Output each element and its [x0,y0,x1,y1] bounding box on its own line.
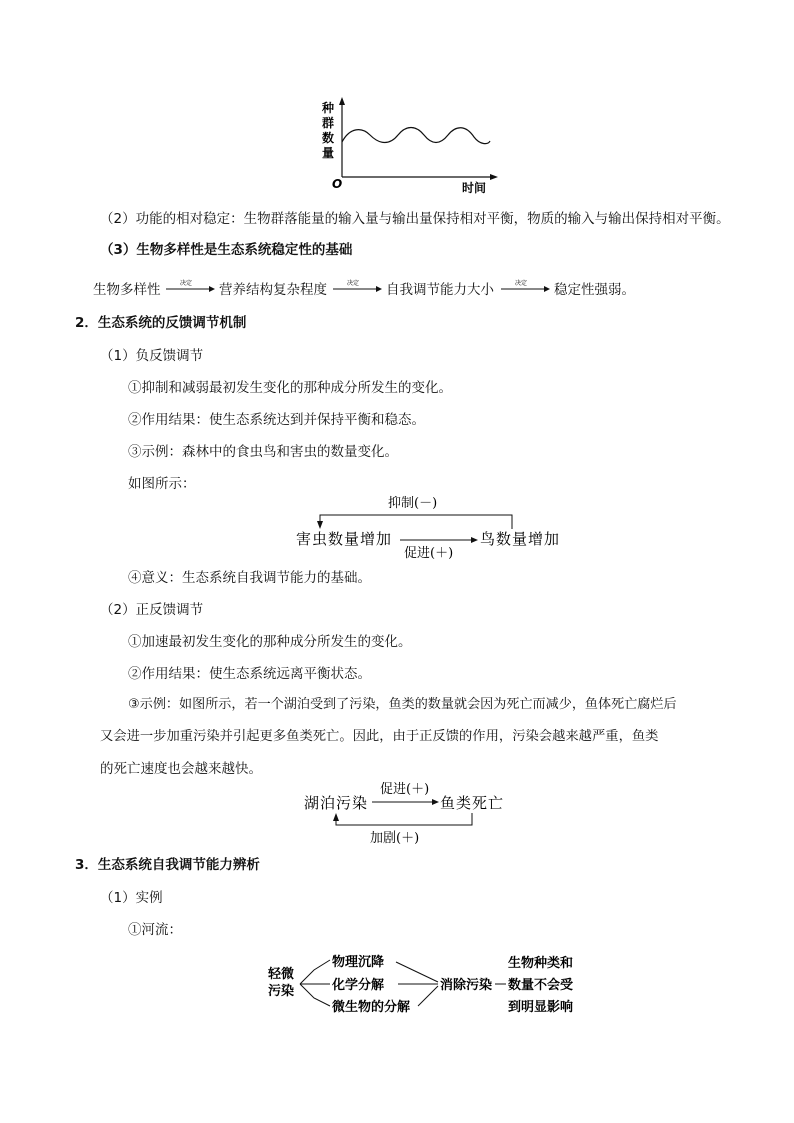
arrow-head [376,286,382,292]
neg-line-3: ③示例：森林中的食虫鸟和害虫的数量变化。 [128,444,398,460]
pos-line-1: ①加速最初发生变化的那种成分所发生的变化。 [128,634,412,650]
result-line-text: 生物种类和 [508,956,574,971]
river-label: ①河流： [128,922,182,938]
pos-para-line: ③示例：如图所示，若一个湖泊受到了污染，鱼类的数量就会因为死亡而减少，鱼体死亡腐烂后 [128,697,677,712]
section-3-heading: 3．生态系统自我调节能力辨析 [75,857,260,873]
converge-line-bottom [418,986,438,1006]
population-curve [342,128,490,144]
biodiversity-heading: （3）生物多样性是生态系统稳定性的基础 [100,242,353,258]
branch-label: 物理沉降 [332,955,385,970]
promote-arrow-head [471,537,478,543]
pos-right-node: 鱼类死亡 [440,794,505,812]
graph-ylabel [321,100,334,160]
inhibit-line [320,515,512,529]
positive-feedback-diagram [300,780,520,850]
y-axis-arrow [339,97,345,105]
pos-para-line: 的死亡速度也会越来越快。 [100,761,262,777]
branch-label: 微生物的分解 [332,1000,411,1015]
chain-item: 生物多样性 [93,282,161,298]
pos-bottom-label: 加剧(＋) [370,831,420,846]
chain-arrow [332,278,384,298]
graph-origin: O [332,177,343,191]
graph-xlabel: 时间 [462,181,487,195]
neg-bottom-label: 促进(＋) [404,546,454,561]
river-left-line: 污染 [268,984,295,999]
x-axis-arrow [490,174,498,180]
neg-top-label: 抑制(－) [388,496,438,511]
river-purification-diagram [262,950,592,1020]
negative-feedback-diagram [290,494,560,564]
converge-line-top [396,962,438,982]
arrow-head [544,286,550,292]
chain-item: 营养结构复杂程度 [219,282,327,298]
pos-left-node: 湖泊污染 [304,794,369,812]
river-left-line: 轻微 [268,967,295,982]
section-2-heading: 2．生态系统的反馈调节机制 [75,315,247,331]
section-3-subheading: （1）实例 [100,890,163,906]
chain-item: 稳定性强弱。 [554,282,635,298]
pos-line-2: ②作用结果：使生态系统远离平衡状态。 [128,666,371,682]
aggravate-line [336,813,472,825]
arrow-label: 决定 [515,280,528,287]
arrow-head [209,286,215,292]
neg-line-4: ④意义：生态系统自我调节能力的基础。 [128,570,371,586]
chain-arrow [165,278,217,298]
population-graph [310,95,500,200]
neg-left-node: 害虫数量增加 [296,530,393,548]
pos-top-label: 促进(＋) [380,782,430,797]
branch-label: 化学分解 [332,978,385,993]
river-center: 消除污染 [440,978,493,993]
result-line-text: 到明显影响 [508,1000,574,1015]
inhibit-arrow-head [317,521,323,529]
neg-line-1: ①抑制和减弱最初发生变化的那种成分所发生的变化。 [128,380,452,396]
arrow-label: 决定 [347,280,360,287]
ylabel-char: 量 [322,146,335,160]
ylabel-char: 群 [322,116,335,130]
fan-line-top [300,960,330,984]
neg-line-2: ②作用结果：使生态系统达到并保持平衡和稳态。 [128,412,425,428]
fan-line-bottom [300,984,330,1006]
neg-right-node: 鸟数量增加 [480,530,560,548]
result-line-text: 数量不会受 [508,978,574,993]
negative-feedback-heading: （1）负反馈调节 [100,348,204,364]
ylabel-char: 数 [322,131,335,145]
aggravate-arrow-head [333,813,339,821]
arrow-label: 决定 [180,280,193,287]
neg-figure-intro: 如图所示： [128,476,196,492]
chain-item: 自我调节能力大小 [386,282,494,298]
chain-arrow [500,278,552,298]
functional-stability-text: （2）功能的相对稳定：生物群落能量的输入量与输出量保持相对平衡，物质的输入与输出保持相对平衡。 [100,211,730,227]
pos-promote-arrow-head [432,799,439,805]
pos-para-line: 又会进一步加重污染并引起更多鱼类死亡。因此，由于正反馈的作用，污染会越来越严重，鱼类 [100,729,659,744]
ylabel-char: 种 [322,101,335,115]
positive-feedback-heading: （2）正反馈调节 [100,602,204,618]
